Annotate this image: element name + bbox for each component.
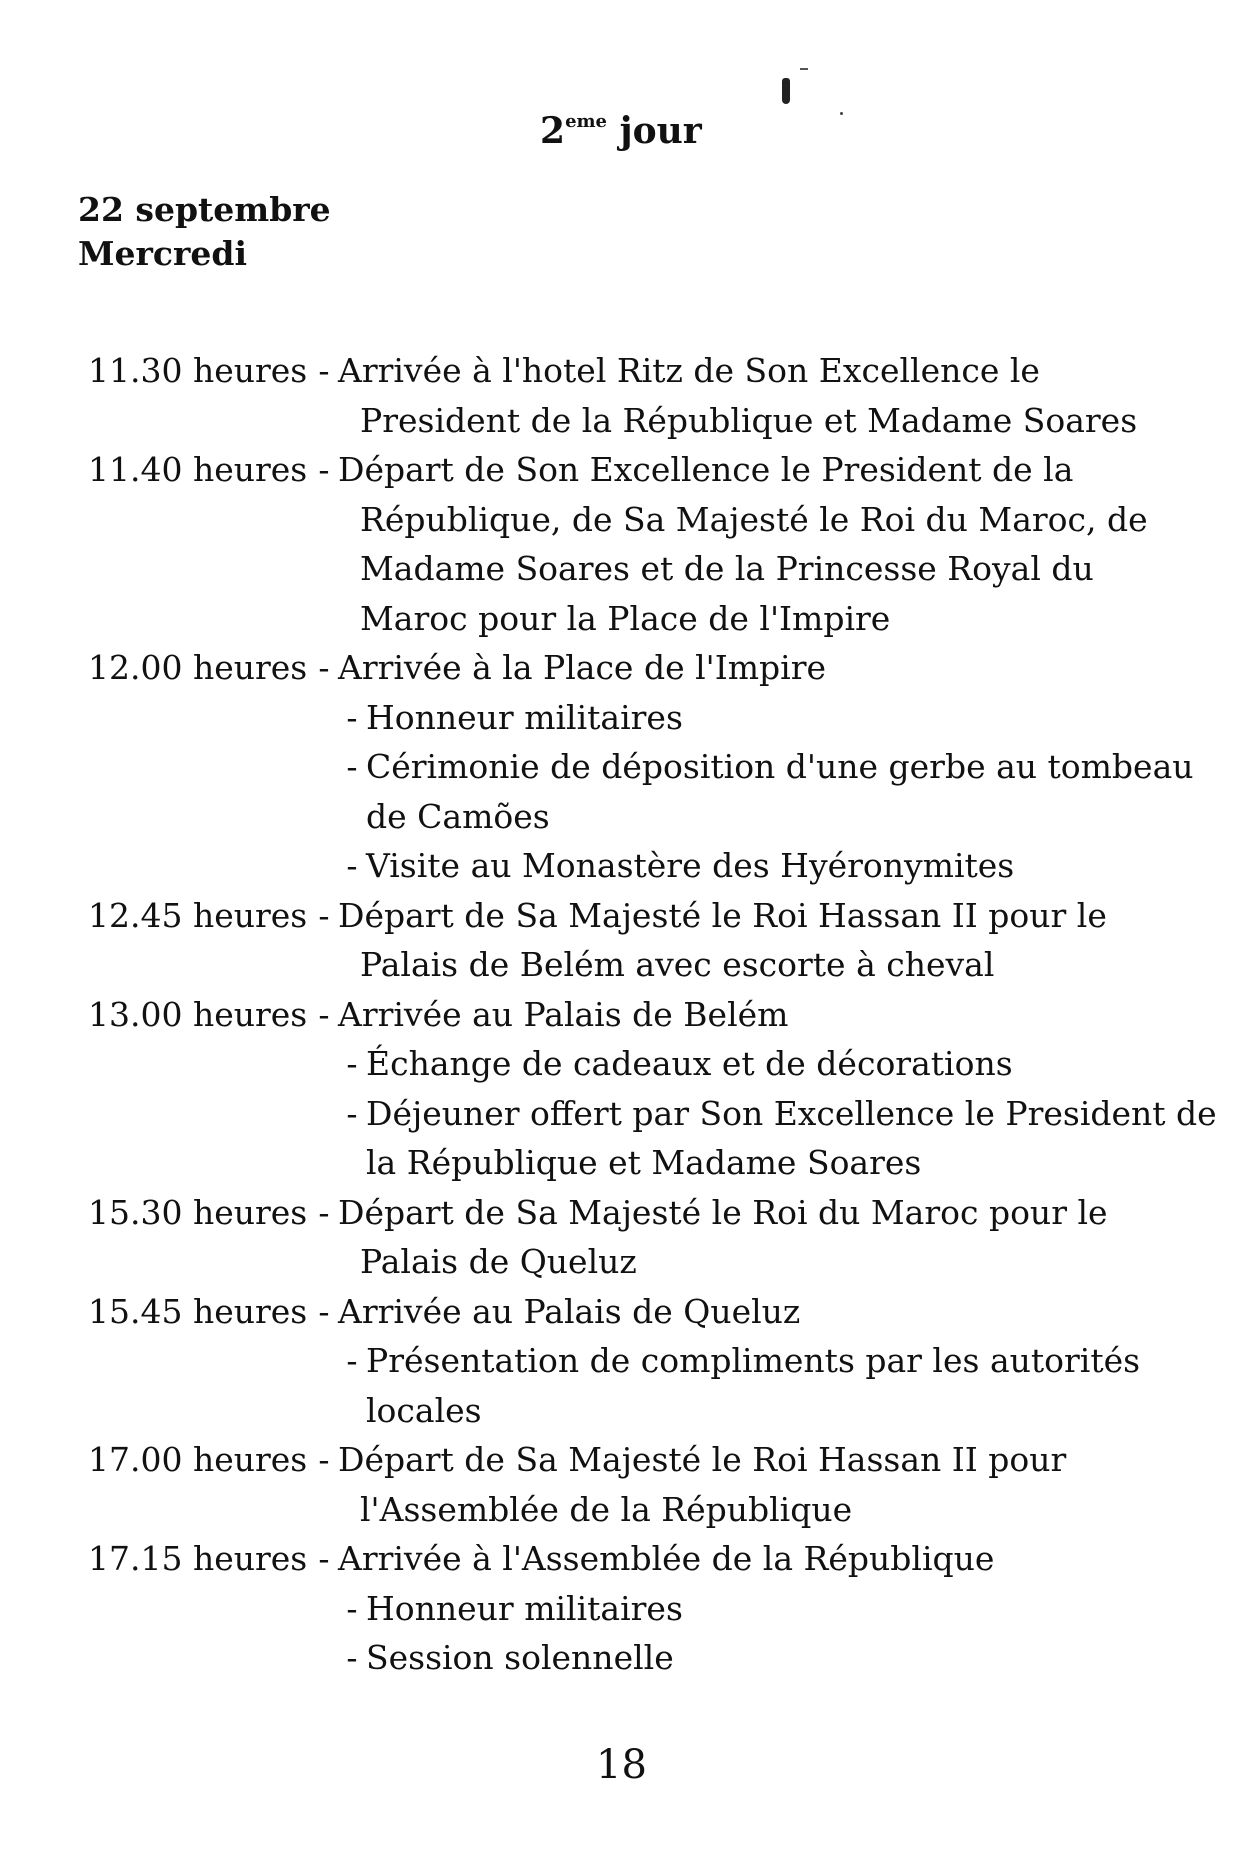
schedule-entry — [88, 1435, 1198, 1534]
sub-item-dash: - — [346, 1341, 358, 1380]
sub-item-line: Honneur militaires — [366, 1588, 683, 1628]
sub-item-line: Honneur militaires — [366, 697, 683, 737]
entry-dash: - — [318, 648, 330, 687]
sub-item-line: de Camões — [366, 796, 550, 836]
entry-time: 12.00 heures — [88, 648, 308, 687]
schedule-entry — [88, 1188, 1198, 1287]
schedule-entry — [88, 1287, 1198, 1337]
description-line: President de la République et Madame Soares — [360, 400, 1138, 440]
sub-item-line: Visite au Monastère des Hyéronymites — [366, 846, 1015, 885]
entry-description — [338, 445, 1198, 643]
description-line: Palais de Queluz — [360, 1242, 637, 1281]
description-line: Arrivée à l'Assemblée de la République — [338, 1539, 995, 1578]
ink-mark-icon — [782, 78, 790, 104]
page-number: 18 — [596, 1742, 647, 1788]
description-line: Arrivée à l'hotel Ritz de Son Excellence le — [338, 351, 1040, 390]
weekday-line: Mercredi — [78, 234, 247, 273]
schedule-entry — [88, 445, 1198, 643]
entry-description — [338, 891, 1198, 990]
entry-time: 15.45 heures — [88, 1291, 308, 1331]
entry-dash: - — [318, 994, 330, 1034]
description-line: Départ de Sa Majesté le Roi du Maroc pour le — [338, 1192, 1108, 1232]
entry-description — [338, 990, 1198, 1040]
date-line: 22 septembre — [78, 190, 331, 229]
entry-dash: - — [318, 1440, 330, 1479]
description-line: Arrivée au Palais de Queluz — [338, 1291, 801, 1331]
sub-item-line: Déjeuner offert par Son Excellence le President de — [366, 1093, 1217, 1133]
sub-item — [88, 1584, 1198, 1634]
sub-item — [88, 1633, 1198, 1683]
entry-description — [338, 1534, 1198, 1584]
day-suffix: eme — [565, 111, 608, 132]
entry-dash: - — [318, 450, 330, 489]
entry-description — [338, 1188, 1198, 1287]
entry-dash: - — [318, 351, 330, 390]
entry-description — [338, 1435, 1198, 1534]
sub-item-line: Session solennelle — [366, 1638, 674, 1677]
entry-time: 17.15 heures — [88, 1539, 308, 1578]
entry-dash: - — [318, 895, 330, 935]
description-line: Maroc pour la Place de l'Impire — [360, 598, 891, 638]
schedule-entry — [88, 891, 1198, 990]
sub-item-dash: - — [346, 1588, 358, 1628]
entry-dash: - — [318, 1192, 330, 1232]
ink-speck-icon — [800, 68, 808, 70]
entry-dash: - — [318, 1291, 330, 1331]
entry-time: 17.00 heures — [88, 1440, 308, 1479]
schedule-entry — [88, 1534, 1198, 1584]
description-line: Départ de Son Excellence le President de la — [338, 450, 1074, 489]
sub-item-line: Échange de cadeaux et de décorations — [366, 1044, 1013, 1083]
sub-item-dash: - — [346, 846, 358, 885]
entry-description — [338, 346, 1198, 445]
description-line: République, de Sa Majesté le Roi du Maroc, de — [360, 499, 1148, 539]
sub-item — [88, 693, 1198, 743]
day-word: jour — [619, 110, 702, 152]
entry-description — [338, 643, 1198, 693]
schedule-entry — [88, 643, 1198, 693]
sub-item-line: la République et Madame Soares — [366, 1143, 922, 1182]
sub-item-dash: - — [346, 1093, 358, 1133]
sub-item — [88, 1039, 1198, 1089]
entry-time: 11.30 heures — [88, 351, 308, 390]
entry-description — [338, 1287, 1198, 1337]
sub-item — [88, 1089, 1217, 1188]
sub-item-line: locales — [366, 1390, 482, 1430]
entry-time: 12.45 heures — [88, 895, 308, 935]
sub-item — [88, 841, 1198, 891]
date-block — [78, 188, 331, 276]
schedule-entry — [88, 346, 1198, 445]
entry-time: 11.40 heures — [88, 450, 308, 489]
description-line: Palais de Belém avec escorte à cheval — [360, 945, 995, 984]
schedule-list — [88, 346, 1217, 1683]
sub-item — [88, 742, 1198, 841]
entry-dash: - — [318, 1539, 330, 1578]
description-line: Arrivée à la Place de l'Impire — [338, 648, 827, 687]
description-line: Arrivée au Palais de Belém — [338, 994, 789, 1034]
description-line: l'Assemblée de la République — [360, 1489, 853, 1529]
day-heading — [540, 110, 702, 152]
description-line: Départ de Sa Majesté le Roi Hassan II pour — [338, 1440, 1067, 1479]
description-line: Départ de Sa Majesté le Roi Hassan II pour le — [338, 895, 1107, 935]
schedule-entry — [88, 990, 1198, 1040]
sub-item-dash: - — [346, 1638, 358, 1677]
sub-item-line: Cérimonie de déposition d'une gerbe au tombeau — [366, 747, 1194, 786]
sub-item-line: Présentation de compliments par les autorités — [366, 1341, 1141, 1380]
sub-item-dash: - — [346, 697, 358, 737]
ink-dot-icon — [840, 112, 843, 115]
entry-time: 15.30 heures — [88, 1192, 308, 1232]
sub-item — [88, 1336, 1198, 1435]
entry-time: 13.00 heures — [88, 994, 308, 1034]
sub-item-dash: - — [346, 1044, 358, 1083]
sub-item-dash: - — [346, 747, 358, 786]
day-number: 2 — [540, 110, 566, 152]
description-line: Madame Soares et de la Princesse Royal du — [360, 549, 1094, 588]
